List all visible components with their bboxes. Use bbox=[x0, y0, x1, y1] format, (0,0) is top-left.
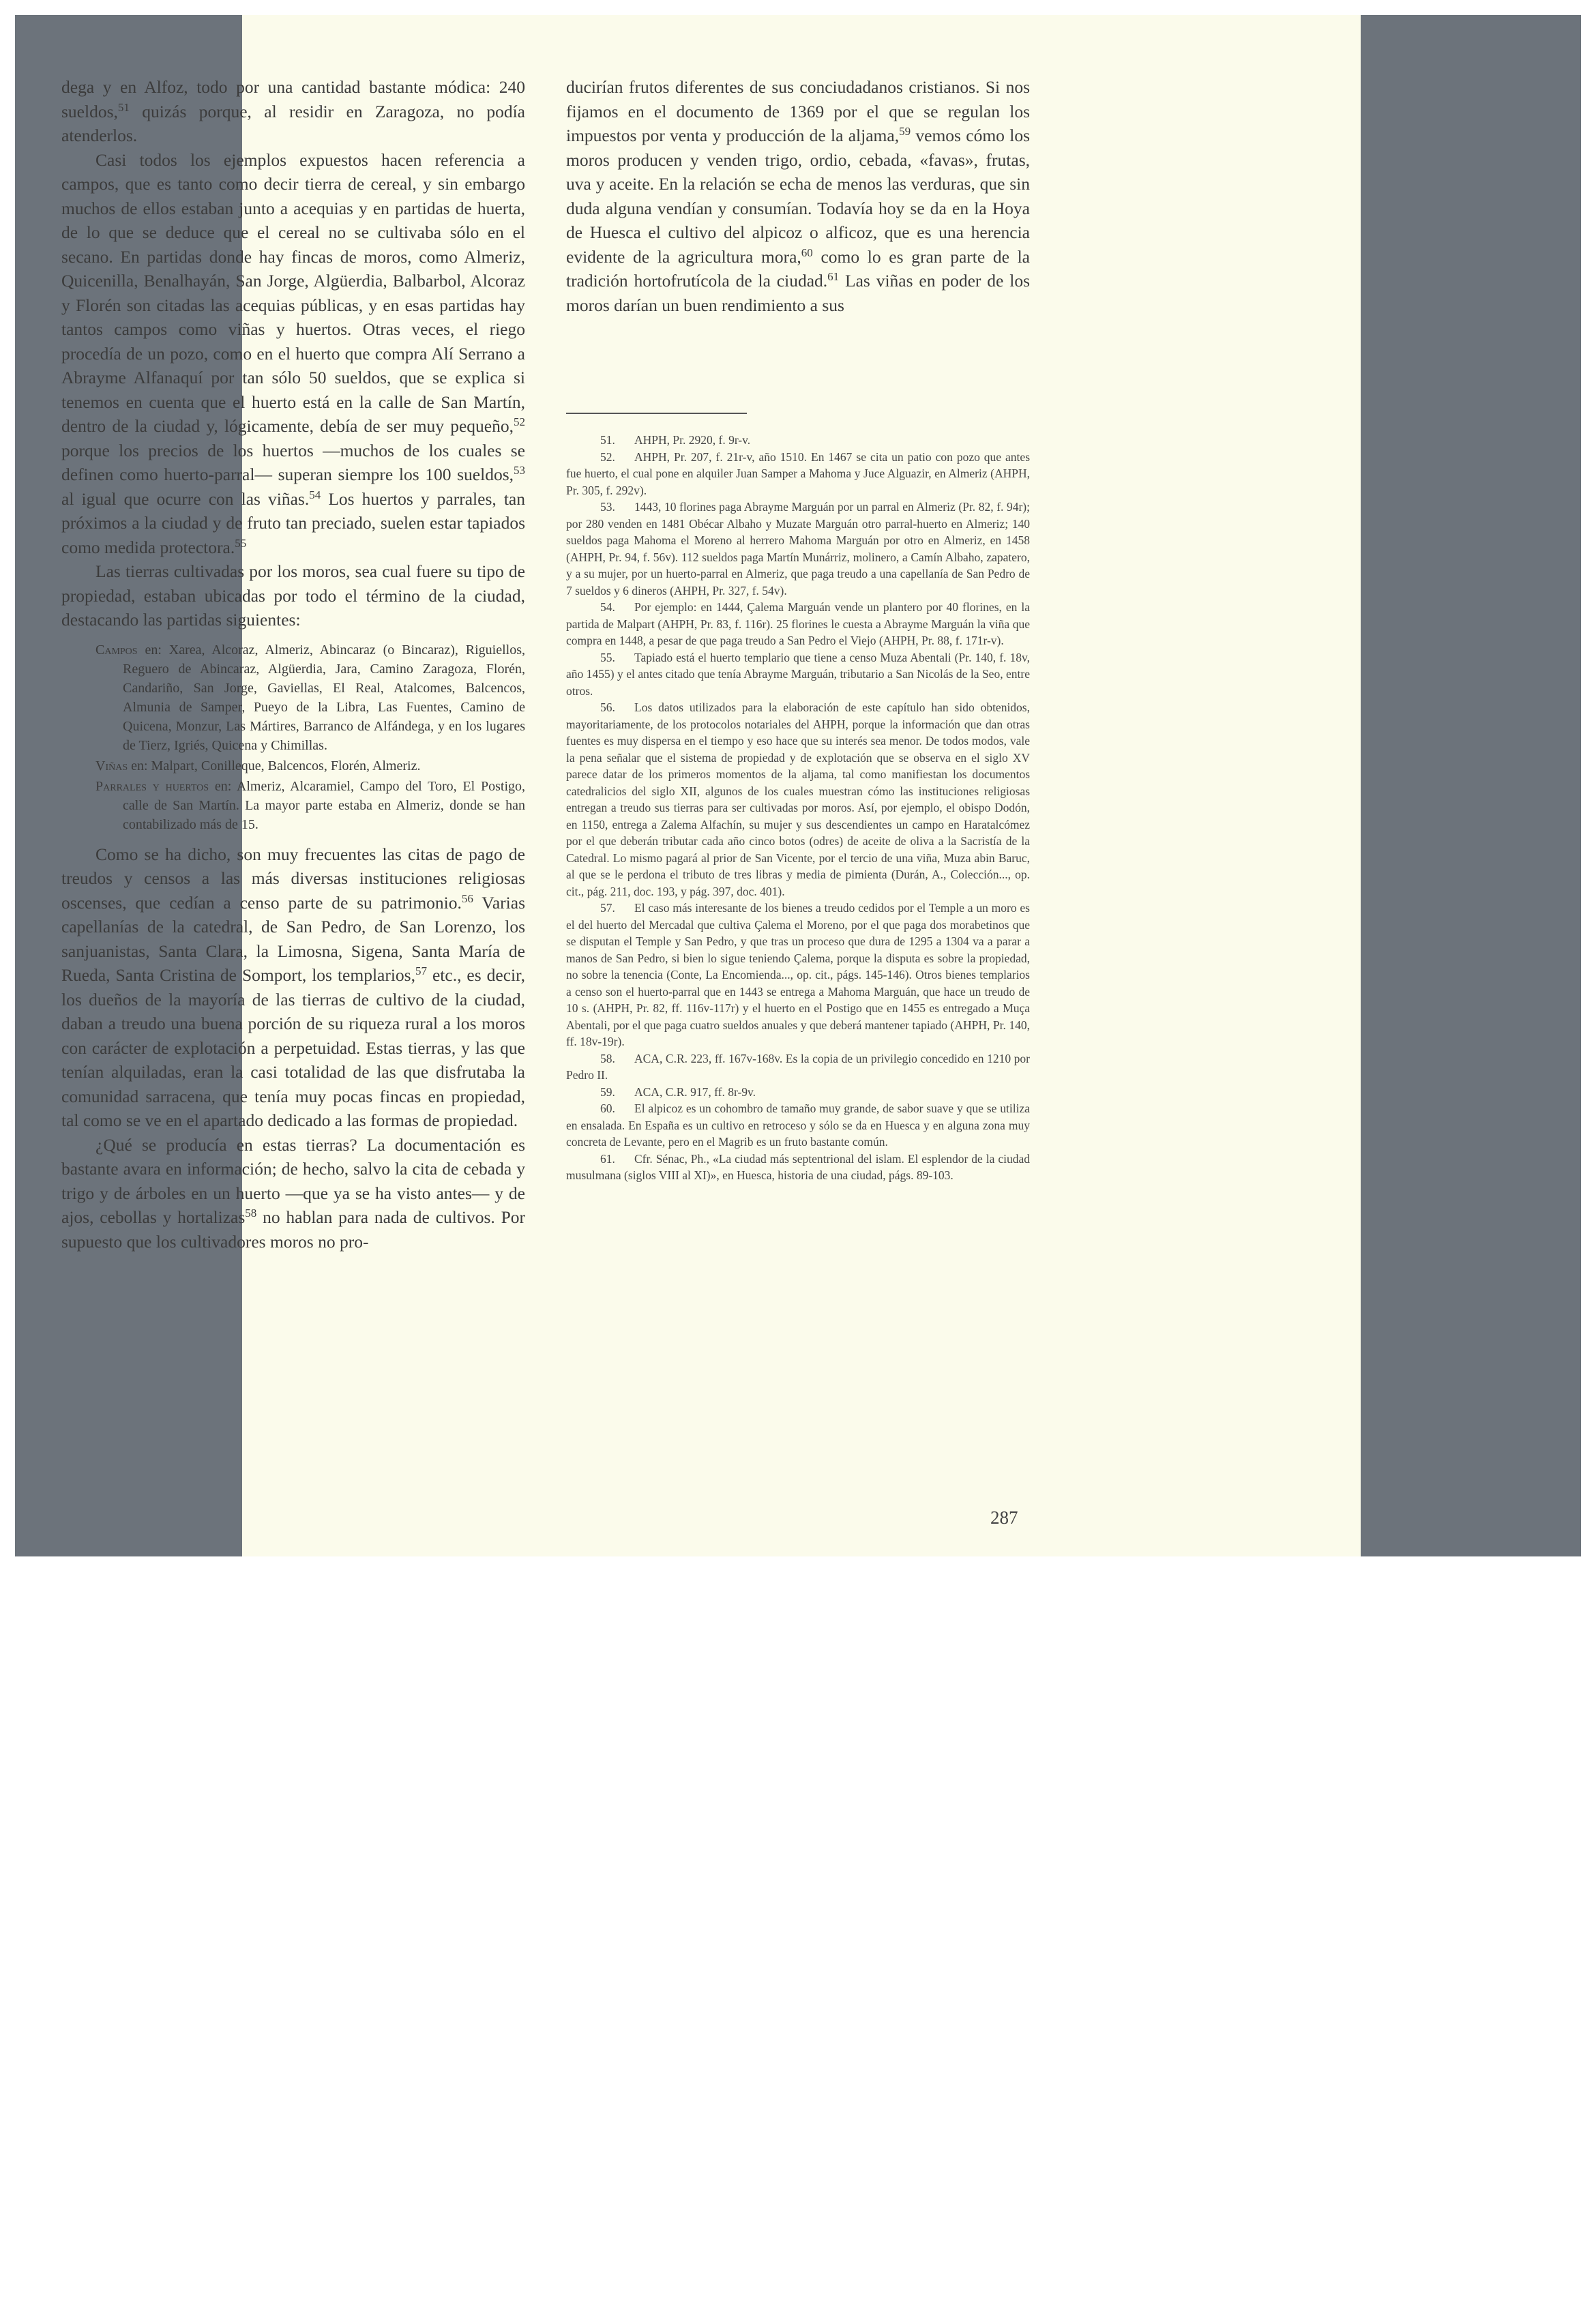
footnote-ref[interactable]: 61 bbox=[827, 270, 840, 283]
footnote-text: 1443, 10 florines paga Abrayme Marguán por un parral en Almeriz (Pr. 82, f. 94r); por 280 venden en 1481 Obécar Albaho y Muzate Marguán otro parral-huerto en Almeriz; 140 sueldos paga Mahoma el Moreno al herrero Mahoma Marguán por otro en Almeriz, en 1458 (AHPH, Pr. 94, f. 56v). 112 sueldos paga Martín Munárriz, molinero, a Camín Albaho, zapatero, y a su mujer, por un huerto-parral en Almeriz, que paga treudo a una capellanía de San Pedro de 7 sueldos y 6 dineros (AHPH, Pr. 327, f. 54v). bbox=[566, 500, 1030, 597]
footnote bbox=[566, 1084, 1030, 1101]
list-text: en: Xarea, Alcoraz, Almeriz, Abincaraz (o Bincaraz), Riguiellos, Reguero de Abincaraz, Algüerdia, Jara, Camino Zaragoza, Florén, Candariño, San Jorge, Gaviellas, El Real, Atalcomes, Balcencos, Almunia de Samper, Pueyo de la Libra, Las Fuentes, Camino de Quicena, Monzur, Las Mártires, Barranco de Alfándega, y en los lugares de Tierz, Igriés, Quicena y Chimillas. bbox=[123, 642, 525, 753]
text: dega y en Alfoz, todo por una cantidad bastante módica: 240 sueldos, bbox=[61, 77, 525, 121]
footnote-number: 56. bbox=[600, 700, 615, 714]
partidas-list bbox=[61, 640, 525, 834]
footnote-ref[interactable]: 55 bbox=[235, 536, 247, 550]
page-number: 287 bbox=[990, 1507, 1018, 1528]
footnote bbox=[566, 1151, 1030, 1184]
footnote-text: El caso más interesante de los bienes a treudo cedidos por el Temple a un moro es el del huerto del Mercadal que cultiva Çalema el Moreno, por el que paga dos morabetinos que se disputan el Temple y San Pedro, y que tras un proceso que dura de 1295 a 1304 va a parar a manos de San Pedro, si bien lo sigue teniendo Çalema, porque la disputa es sobre la propiedad, no sobre la tenencia (Conte, La Encomienda..., op. cit., págs. 145-146). Otros bienes templarios a censo son el huerto-parral que en 1443 se entrega a Mahoma Marguán, que hace un treudo de 10 s. (AHPH, Pr. 82, ff. 116v-117r) y el huerto en el Postigo que en 1455 es entregado a Muça Abentali, por el que paga cuatro sueldos anuales y que deberá mantener tapiado (AHPH, Pr. 140, ff. 18v-19r). bbox=[566, 901, 1030, 1048]
footnote bbox=[566, 599, 1030, 649]
footnote-number: 51. bbox=[600, 433, 615, 447]
list-item bbox=[95, 777, 525, 834]
footnote-text: El alpicoz es un cohombro de tamaño muy grande, de sabor suave y que se utiliza en ensalada. En España es un cultivo en retroceso y sólo se da en Huesca y en alguna zona muy concreta de Levante, pero en el Magrib es un fruto bastante común. bbox=[566, 1102, 1030, 1149]
text: como lo es gran parte de la tradición hortofrutícola de la ciudad. bbox=[566, 246, 1030, 291]
footnote-text: AHPH, Pr. 207, f. 21r-v, año 1510. En 1467 se cita un patio con pozo que antes fue huerto, el cual pone en alquiler Juan Samper a Mahoma y Juce Alguazir, en Almeriz (AHPH, Pr. 305, f. 292v). bbox=[566, 449, 1030, 497]
text: al igual que ocurre con las viñas. bbox=[61, 488, 310, 509]
footnote-text: ACA, C.R. 917, ff. 8r-9v. bbox=[634, 1084, 756, 1099]
text: etc., es decir, los dueños de la mayoría de las tierras de cultivo de la ciudad, daban a treudo una buena porción de su riqueza rural a los moros con carácter de explotación a perpetuidad. Estas tierras, y las que tenían alquiladas, eran la casi totalidad de las que disfrutaba la comunidad sarracena, que tenía muy pocas fincas en propiedad, tal como se ve en el apartado dedicado a las formas de propiedad. bbox=[61, 965, 525, 1130]
text: porque los precios de los huertos —muchos de los cuales se definen como huerto-parral— superan siempre los 100 sueldos, bbox=[61, 440, 525, 484]
footnote-number: 55. bbox=[600, 650, 615, 664]
footnote-text: Los datos utilizados para la elaboración de este capítulo han sido obtenidos, mayoritariamente, de los protocolos notariales del AHPH, porque la información que dan otras fuentes es muy dispersa en el tiempo y eso hace que su interés sea menor. De todos modos, vale la pena señalar que el sistema de propiedad y de explotación que se observa en el siglo XV parece datar de los primeros momentos de la aljama, tal como manifiestan los documentos catedralicios del siglo XII, algunos de los cuales muestran cómo las instituciones religiosas entregan a treudo sus tierras para ser cultivadas por moros. Así, por ejemplo, el obispo Dodón, en 1150, entrega a Zalema Alfachín, su mujer y sus descendientes un campo en Haratalcómez por el que deberán tributar cada año cinco botos (odres) de aceite de oliva a la Sacristía de la Catedral. Lo mismo pagará al prior de San Vicente, por el tercio de una viña, Muza abin Baruc, al que se le perdona el tributo de tres libras y media de pimienta (Durán, A., Colección..., op. cit., pág. 211, doc. 193, y pág. 397, doc. 401). bbox=[566, 700, 1030, 898]
footnote bbox=[566, 649, 1030, 700]
footnote-ref[interactable]: 52 bbox=[514, 415, 525, 428]
footnote-number: 59. bbox=[600, 1084, 615, 1099]
text: Varias capellanías de la catedral, de San Pedro, de San Lorenzo, los sanjuanistas, Santa Clara, la Limosna, Sigena, Santa María de Rueda, Santa Cristina de Somport, los templarios, bbox=[61, 892, 525, 985]
footnote-text: ACA, C.R. 223, ff. 167v-168v. Es la copia de un privilegio concedido en 1210 por Pedro II. bbox=[566, 1051, 1030, 1082]
text: ¿Qué se producía en estas tierras? La documentación es bastante avara en información; de hecho, salvo la cita de cebada y trigo y de árboles en un huerto —que ya se ha visto antes— y de ajos, cebollas y hortalizas bbox=[61, 1134, 525, 1227]
text: Las viñas en poder de los moros darían un buen rendimiento a sus bbox=[566, 271, 1030, 315]
footnote bbox=[566, 1050, 1030, 1084]
text: quizás porque, al residir en Zaragoza, no podía atenderlos. bbox=[61, 101, 525, 145]
paragraph bbox=[61, 559, 525, 632]
footnote-ref[interactable]: 56 bbox=[461, 891, 473, 905]
list-text: en: Almeriz, Alcaramiel, Campo del Toro, El Postigo, calle de San Martín. La mayor parte estaba en Almeriz, donde se han contabilizado más de 15. bbox=[123, 778, 525, 832]
footnote-number: 54. bbox=[600, 600, 615, 614]
footnote bbox=[566, 449, 1030, 499]
list-label: Viñas bbox=[95, 758, 128, 773]
footnote-number: 60. bbox=[600, 1102, 615, 1115]
footnote-ref[interactable]: 58 bbox=[245, 1207, 257, 1220]
text: no hablan para nada de cultivos. Por supuesto que los cultivadores moros no pro- bbox=[61, 1207, 525, 1252]
list-text: en: Malpart, Conilleque, Balcencos, Florén, Almeriz. bbox=[128, 758, 421, 773]
paragraph bbox=[61, 148, 525, 560]
footnote-ref[interactable]: 57 bbox=[415, 964, 427, 977]
paragraph bbox=[61, 75, 525, 148]
footnote-number: 58. bbox=[600, 1051, 615, 1065]
paragraph bbox=[566, 75, 1030, 317]
text: Los huertos y parrales, tan próximos a la ciudad y de fruto tan preciado, suelen estar tapiados como medida protectora. bbox=[61, 488, 525, 557]
left-column bbox=[61, 75, 525, 1254]
footnote-number: 52. bbox=[600, 449, 615, 464]
footnote-ref[interactable]: 51 bbox=[117, 100, 130, 114]
footnote-ref[interactable]: 60 bbox=[801, 246, 813, 259]
footnote-text: AHPH, Pr. 2920, f. 9r-v. bbox=[634, 433, 751, 447]
footnotes bbox=[566, 432, 1030, 1184]
text: Las tierras cultivadas por los moros, sea cual fuere su tipo de propiedad, estaban ubicadas por todo el término de la ciudad, destacando las partidas siguientes: bbox=[61, 561, 525, 630]
footnote-ref[interactable]: 54 bbox=[309, 488, 321, 501]
footnote-ref[interactable]: 53 bbox=[514, 464, 525, 477]
footnote bbox=[566, 1100, 1030, 1151]
footnote-number: 57. bbox=[600, 901, 615, 915]
footnote-ref[interactable]: 59 bbox=[899, 125, 911, 138]
list-item bbox=[95, 640, 525, 755]
footnote bbox=[566, 432, 1030, 449]
text: Casi todos los ejemplos expuestos hacen referencia a campos, que es tanto como decir tierra de cereal, y sin embargo muchos de ellos estaban junto a acequias y en partidas de huerta, de lo que se deduce que el cereal no se cultivaba sólo en el secano. En partidas donde hay fincas de moros, como Almeriz, Quicenilla, Benalhayán, San Jorge, Algüerdia, Balbarbol, Alcoraz y Florén son citadas las acequias públicas, y en esas partidas hay tantos campos como viñas y huertos. Otras veces, el riego procedía de un pozo, como en el huerto que compra Alí Serrano a Abrayme Alfanaquí por tan sólo 50 sueldos, que se explica si tenemos en cuenta que el huerto está en la calle de San Martín, dentro de la ciudad y, lógicamente, debía de ser muy pequeño, bbox=[61, 149, 525, 436]
footnote-number: 53. bbox=[600, 500, 615, 514]
paragraph bbox=[61, 1133, 525, 1254]
list-label: Parrales y huertos bbox=[95, 778, 209, 794]
right-column bbox=[566, 75, 1030, 317]
footnote bbox=[566, 900, 1030, 1050]
footnote bbox=[566, 499, 1030, 599]
footnote bbox=[566, 699, 1030, 900]
text: vemos cómo los moros producen y venden trigo, ordio, cebada, «favas», frutas, uva y aceite. En la relación se echa de menos las verduras, que sin duda alguna vendían y consumían. Todavía hoy se da en la Hoya de Huesca el cultivo del alpicoz o alficoz, que es una herencia evidente de la agricultura mora, bbox=[566, 125, 1030, 267]
footnote-number: 61. bbox=[600, 1151, 615, 1166]
footnote-text: Cfr. Sénac, Ph., «La ciudad más septentrional del islam. El esplendor de la ciudad musulmana (siglos VIII al XI)», en Huesca, historia de una ciudad, págs. 89-103. bbox=[566, 1151, 1030, 1182]
footnote-divider bbox=[566, 413, 747, 414]
text: Como se ha dicho, son muy frecuentes las citas de pago de treudos y censos a las más diversas instituciones religiosas oscenses, que cedían a censo parte de su patrimonio. bbox=[61, 844, 525, 913]
list-label: Campos bbox=[95, 642, 138, 658]
text: ducirían frutos diferentes de sus conciudadanos cristianos. Si nos fijamos en el documento de 1369 por el que se regulan los impuestos por venta y producción de la aljama, bbox=[566, 77, 1030, 145]
footnote-text: Tapiado está el huerto templario que tiene a censo Muza Abentali (Pr. 140, f. 18v, año 1455) y el antes citado que tenía Abrayme Marguán, tributario a San Nicolás de la Seo, entre otros. bbox=[566, 650, 1030, 698]
list-item bbox=[95, 756, 525, 776]
footnote-text: Por ejemplo: en 1444, Çalema Marguán vende un plantero por 40 florines, en la partida de Malpart (AHPH, Pr. 83, f. 116r). 25 florines le cuesta a Abrayme Marguán la viña que compra en 1448, a pesar de que paga treudo a San Pedro el Viejo (AHPH, Pr. 88, f. 171r-v). bbox=[566, 600, 1030, 647]
paragraph bbox=[61, 842, 525, 1133]
